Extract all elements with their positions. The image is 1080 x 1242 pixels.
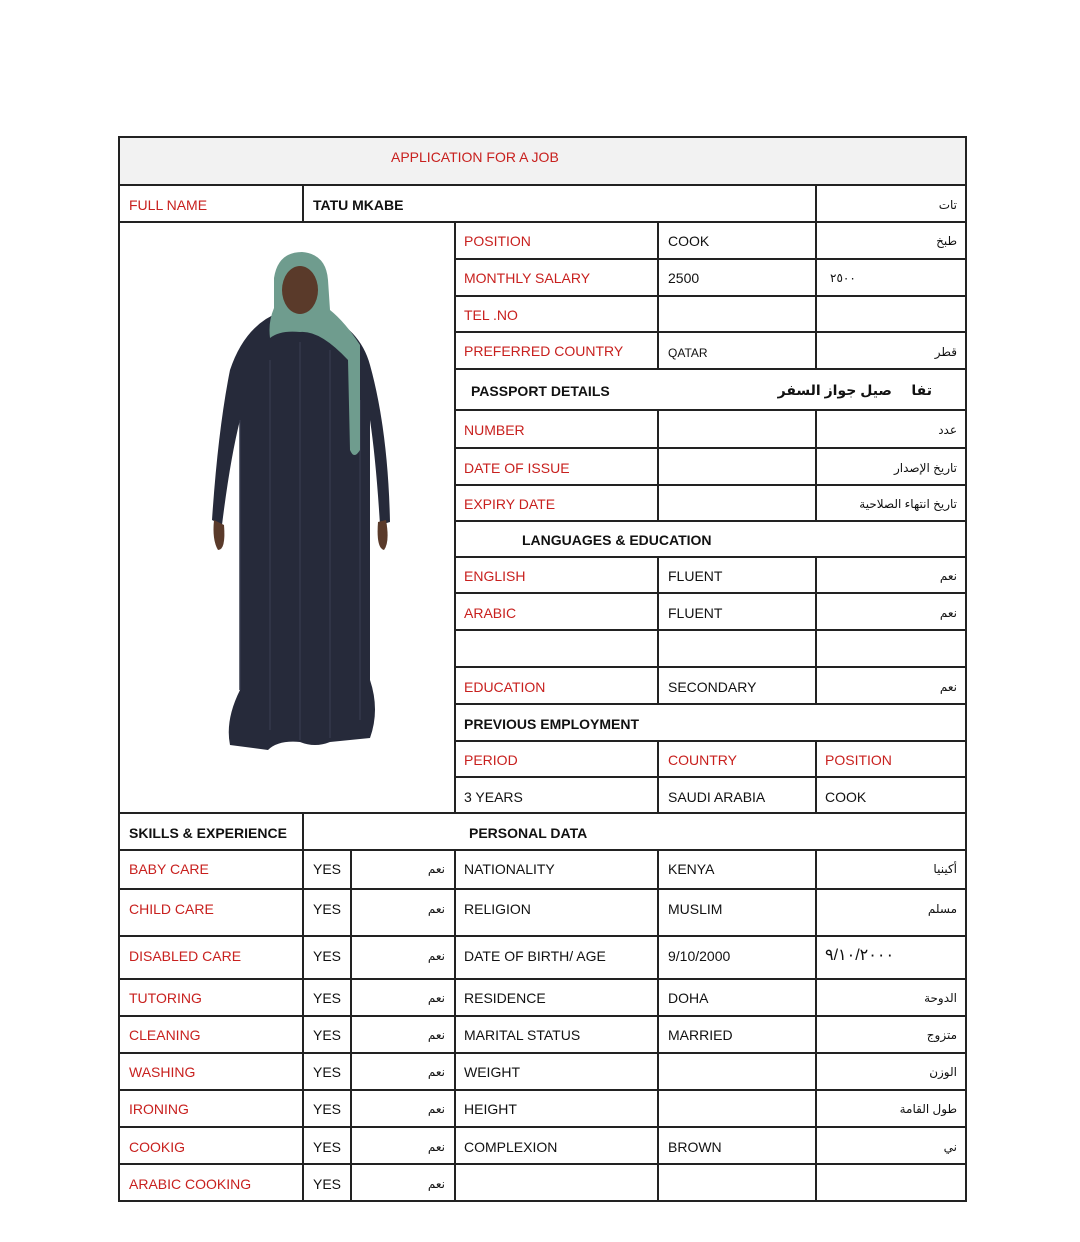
personal-arabic: أكينيا bbox=[933, 862, 957, 876]
form-title: APPLICATION FOR A JOB bbox=[391, 149, 559, 165]
skill-label: CLEANING bbox=[129, 1027, 201, 1043]
skill-value: YES bbox=[313, 1139, 342, 1155]
skill-label: ARABIC COOKING bbox=[129, 1176, 252, 1192]
skill-label: WASHING bbox=[129, 1064, 196, 1080]
skill-value: YES bbox=[313, 990, 342, 1006]
skill-value: YES bbox=[313, 861, 342, 877]
personal-heading: PERSONAL DATA bbox=[469, 825, 588, 841]
skill-value: YES bbox=[313, 901, 342, 917]
personal-label: HEIGHT bbox=[464, 1101, 517, 1117]
skill-value: YES bbox=[313, 948, 342, 964]
expiry-date-label: EXPIRY DATE bbox=[464, 496, 556, 512]
skill-value: YES bbox=[313, 1064, 342, 1080]
personal-value: 9/10/2000 bbox=[668, 948, 731, 964]
education-value: SECONDARY bbox=[668, 679, 757, 695]
monthly-salary-arabic: ٢٥٠٠ bbox=[830, 271, 856, 285]
personal-value: KENYA bbox=[668, 861, 715, 877]
position-value: COOK bbox=[668, 233, 710, 249]
skill-value: YES bbox=[313, 1027, 342, 1043]
personal-value: DOHA bbox=[668, 990, 709, 1006]
english-arabic: نعم bbox=[939, 569, 957, 583]
skill-arabic: نعم bbox=[427, 862, 445, 876]
personal-value: MARRIED bbox=[668, 1027, 733, 1043]
personal-arabic: متزوج bbox=[926, 1028, 957, 1042]
skill-value: YES bbox=[313, 1101, 342, 1117]
personal-arabic: الوزن bbox=[929, 1065, 957, 1079]
personal-value: MUSLIM bbox=[668, 901, 723, 917]
personal-value: BROWN bbox=[668, 1139, 722, 1155]
full-name-value: TATU MKABE bbox=[313, 197, 404, 213]
applicant-photo bbox=[200, 250, 400, 755]
skill-arabic: نعم bbox=[427, 1102, 445, 1116]
preferred-country-value: QATAR bbox=[668, 346, 708, 360]
skills-heading: SKILLS & EXPERIENCE bbox=[129, 825, 287, 841]
preferred-country-arabic: قطر bbox=[934, 345, 957, 359]
passport-heading-arabic: تفا صيل جواز السفر bbox=[777, 382, 932, 398]
skill-value: YES bbox=[313, 1176, 342, 1192]
languages-heading: LANGUAGES & EDUCATION bbox=[522, 532, 712, 548]
skill-arabic: نعم bbox=[427, 949, 445, 963]
employment-country: SAUDI ARABIA bbox=[668, 789, 766, 805]
previous-employment-heading: PREVIOUS EMPLOYMENT bbox=[464, 716, 640, 732]
employment-position: COOK bbox=[825, 789, 867, 805]
skill-arabic: نعم bbox=[427, 902, 445, 916]
personal-label: MARITAL STATUS bbox=[464, 1027, 581, 1043]
skill-label: COOKIG bbox=[129, 1139, 186, 1155]
position-label: POSITION bbox=[464, 233, 531, 249]
skill-label: CHILD CARE bbox=[129, 901, 214, 917]
tel-label: TEL .NO bbox=[464, 307, 518, 323]
date-of-issue-label: DATE OF ISSUE bbox=[464, 460, 570, 476]
skill-label: IRONING bbox=[129, 1101, 189, 1117]
personal-arabic: مسلم bbox=[927, 902, 957, 916]
employment-header-position: POSITION bbox=[825, 752, 892, 768]
full-name-arabic: تات bbox=[938, 198, 957, 212]
arabic-language-label: ARABIC bbox=[464, 605, 517, 621]
personal-label: NATIONALITY bbox=[464, 861, 555, 877]
personal-arabic: الدوحة bbox=[924, 991, 957, 1005]
skill-arabic: نعم bbox=[427, 1177, 445, 1191]
passport-number-arabic: عدد bbox=[938, 423, 957, 437]
personal-arabic: طول القامة bbox=[899, 1102, 957, 1116]
preferred-country-label: PREFERRED COUNTRY bbox=[464, 343, 624, 359]
expiry-date-arabic: تاريخ انتهاء الصلاحية bbox=[859, 497, 957, 511]
personal-label: RESIDENCE bbox=[464, 990, 546, 1006]
employment-header-country: COUNTRY bbox=[668, 752, 737, 768]
monthly-salary-value: 2500 bbox=[668, 270, 700, 286]
full-name-label: FULL NAME bbox=[129, 197, 208, 213]
education-label: EDUCATION bbox=[464, 679, 546, 695]
position-arabic: طبخ bbox=[936, 234, 957, 248]
skill-label: TUTORING bbox=[129, 990, 202, 1006]
skill-arabic: نعم bbox=[427, 991, 445, 1005]
arabic-language-arabic: نعم bbox=[939, 606, 957, 620]
personal-arabic: ٩/١٠/٢٠٠٠ bbox=[825, 947, 895, 964]
passport-heading: PASSPORT DETAILS bbox=[471, 383, 610, 399]
skill-arabic: نعم bbox=[427, 1028, 445, 1042]
english-value: FLUENT bbox=[668, 568, 723, 584]
skill-arabic: نعم bbox=[427, 1065, 445, 1079]
employment-period: 3 YEARS bbox=[464, 789, 523, 805]
english-label: ENGLISH bbox=[464, 568, 526, 584]
monthly-salary-label: MONTHLY SALARY bbox=[464, 270, 591, 286]
passport-number-label: NUMBER bbox=[464, 422, 525, 438]
personal-label: DATE OF BIRTH/ AGE bbox=[464, 948, 606, 964]
personal-arabic: ني bbox=[943, 1140, 957, 1154]
personal-label: RELIGION bbox=[464, 901, 531, 917]
skill-label: BABY CARE bbox=[129, 861, 209, 877]
education-arabic: نعم bbox=[939, 680, 957, 694]
personal-label: WEIGHT bbox=[464, 1064, 520, 1080]
date-of-issue-arabic: تاريخ الإصدار bbox=[893, 461, 957, 475]
skill-arabic: نعم bbox=[427, 1140, 445, 1154]
arabic-language-value: FLUENT bbox=[668, 605, 723, 621]
employment-header-period: PERIOD bbox=[464, 752, 518, 768]
personal-label: COMPLEXION bbox=[464, 1139, 558, 1155]
skill-label: DISABLED CARE bbox=[129, 948, 242, 964]
